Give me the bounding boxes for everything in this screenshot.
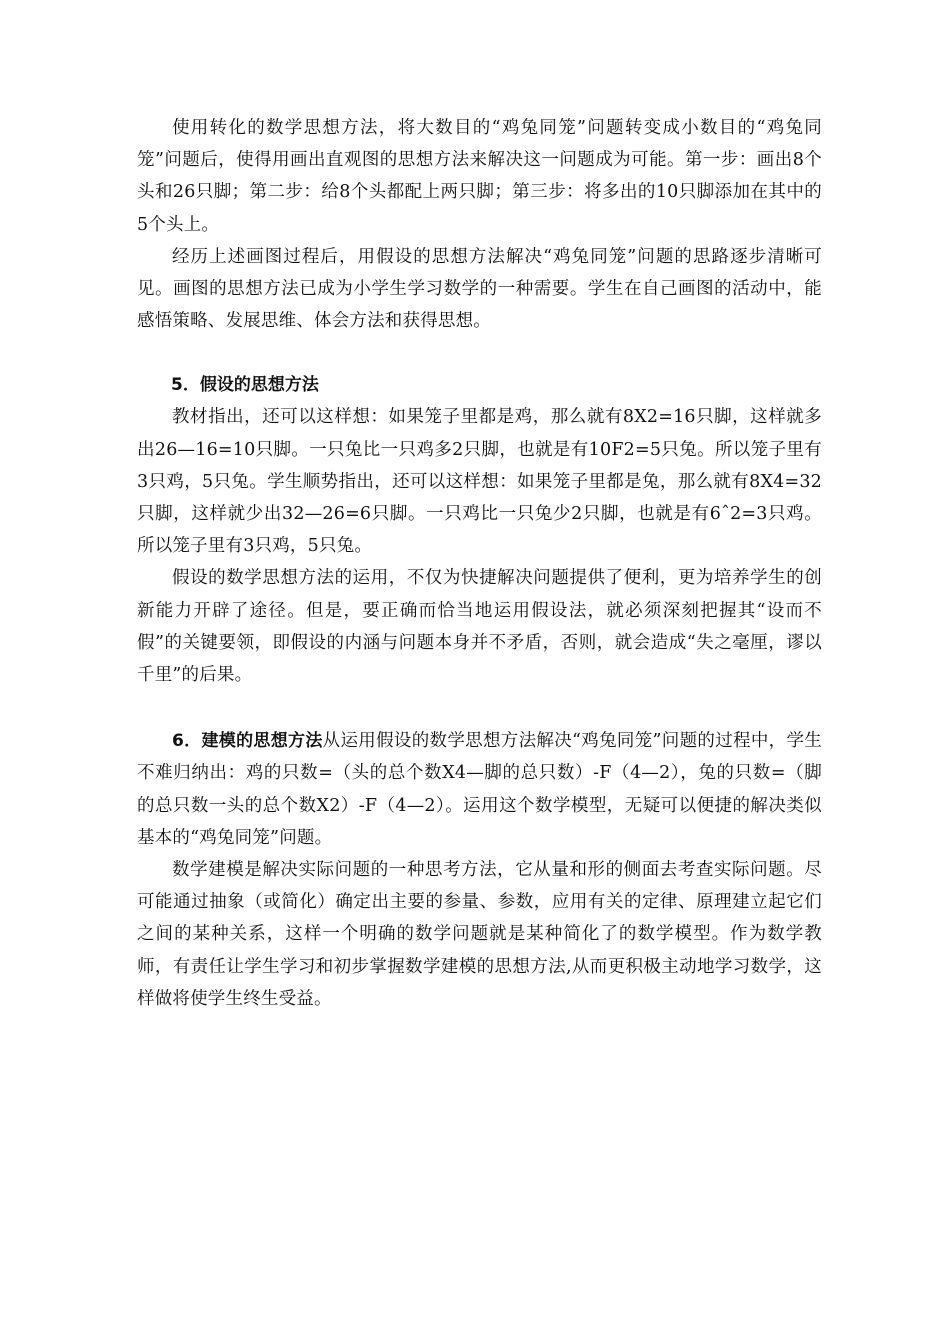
intro-paragraph-2: 经历上述画图过程后，用假设的思想方法解决“鸡兔同笼”问题的思路逐步清晰可见。画图的思想方法已成为小学生学习数学的一种需要。学生在自己画图的活动中，能感悟策略、发展思维、体会方法和获得思想。 [137,246,822,332]
intro-paragraph-1: 使用转化的数学思想方法，将大数目的“鸡兔同笼”问题转变成小数目的“鸡兔同笼”问题后，使得用画出直观图的思想方法来解决这一问题成为可能。第一步：画出8个头和26只脚；第二步：给8个头都配上两只脚；第三步：将多出的10只脚添加在其中的5个头上。 [137,118,822,235]
section-6-paragraph-1 [137,725,822,854]
document-page [137,112,822,1015]
section-5-paragraph-1: 教材指出，还可以这样想：如果笼子里都是鸡，那么就有8X2=16只脚，这样就多出26—16=10只脚。一只兔比一只鸡多2只脚，也就是有10F2=5只兔。所以笼子里有3只鸡，5只兔。学生顺势指出，还可以这样想：如果笼子里都是兔，那么就有8X4=32只脚，这样就少出32—26=6只脚。一只鸡比一只兔少2只脚，也就是有6ˆ2=3只鸡。所以笼子里有3只鸡，5只兔。 [137,407,822,557]
section-5-heading: 5．假设的思想方法 [171,375,319,396]
section-6-paragraph-2: 数学建模是解决实际问题的一种思考方法，它从量和形的侧面去考查实际问题。尽可能通过抽象（或简化）确定出主要的参量、参数，应用有关的定律、原理建立起它们之间的某种关系，这样一个明确的数学问题就是某种简化了的数学模型。作为数学教师，有责任让学生学习和初步掌握数学建模的思想方法,从而更积极主动地学习数学，这样做将使学生终生受益。 [137,860,822,1009]
section-gap [137,337,822,369]
section-6-paragraph-1-text: 从运用假设的数学思想方法解决“鸡兔同笼”问题的过程中，学生不难归纳出：鸡的只数=（头的总个数X4—脚的总只数）-F（4—2），兔的只数=（脚的总只数一头的总个数X2）-F（4—2）。运用这个数学模型，无疑可以便捷的解决类似基本的“鸡兔同笼”问题。 [137,731,822,848]
section-5-paragraph-2: 假设的数学思想方法的运用，不仅为快捷解决问题提供了便利，更为培养学生的创新能力开辟了途径。但是，要正确而恰当地运用假设法，就必须深刻把握其“设而不假”的关键要领，即假设的内涵与问题本身并不矛盾，否则，就会造成“失之毫厘，谬以千里”的后果。 [137,568,822,686]
section-gap [137,691,822,725]
section-6-heading: 6．建模的思想方法 [172,731,323,752]
